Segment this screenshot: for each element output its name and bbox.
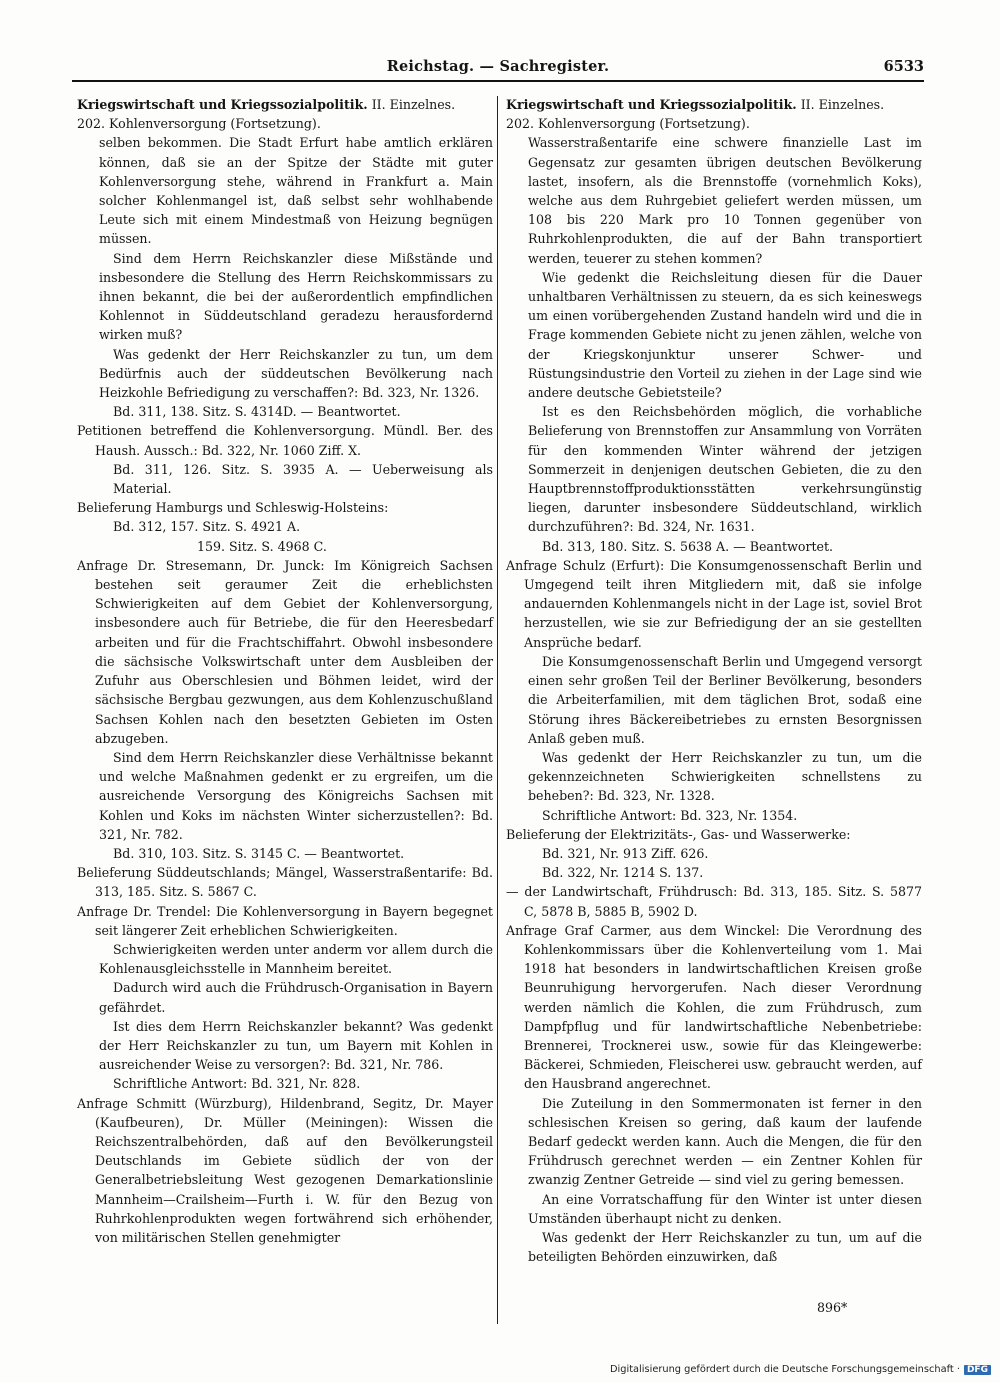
left-body bbox=[77, 748, 493, 863]
register-entry: Petitionen betreffend die Kohlenversorgung. Mündl. Ber. des Haush. Aussch.: Bd. 322, Nr. 1060 Ziff. X. bbox=[77, 423, 493, 458]
right-body bbox=[506, 1094, 922, 1267]
section-part: II. Einzelnes. bbox=[367, 97, 456, 112]
credit-text: Digitalisierung gefördert durch die Deutsche Forschungsgemeinschaft · bbox=[610, 1364, 960, 1375]
paragraph: Was gedenkt der Herr Reichskanzler zu tun, um die gekennzeichneten Schwierigkeiten schnellstens zu beheben?: Bd. 323, Nr. 1328. bbox=[528, 749, 922, 804]
reference-line: Bd. 310, 103. Sitz. S. 3145 C. — Beantwortet. bbox=[113, 845, 405, 861]
column-heading bbox=[506, 95, 922, 114]
column-subheading: 202. Kohlenversorgung (Fortsetzung). bbox=[77, 116, 321, 132]
left-body bbox=[77, 133, 493, 421]
register-entry: Anfrage Graf Carmer, aus dem Winckel: Die Verordnung des Kohlenkommissars über die Kohlenverteilung vom 1. Mai 1918 hat besonders in landwirtschaftlichen Kreisen große Beunruhigung hervorgerufen. Nach dieser Verordnung werden nämlich die Kohlen, die zum Frühdrusch, zum Dampfpflug und für landwirtschaftliche Nebenbetriebe: Brennerei, Trocknerei usw., sowie für das Kleingewerbe: Bäckerei, Schmieden, Fleischerei usw. gebraucht werden, auf den Hausbrand angerechnet. bbox=[506, 922, 922, 1092]
column-heading bbox=[77, 95, 493, 114]
register-entry: — der Landwirtschaft, Frühdrusch: Bd. 313, 185. Sitz. S. 5877 C, 5878 B, 5885 B, 5902 D. bbox=[506, 884, 922, 919]
reference-line: Bd. 311, 138. Sitz. S. 4314D. — Beantwortet. bbox=[113, 404, 401, 420]
reference-line: Schriftliche Antwort: Bd. 323, Nr. 1354. bbox=[542, 807, 798, 823]
reference-line: Schriftliche Antwort: Bd. 321, Nr. 828. bbox=[113, 1076, 361, 1092]
paragraph: An eine Vorratschaffung für den Winter ist unter diesen Umständen überhaupt nicht zu denken. bbox=[528, 1191, 922, 1226]
header-rule bbox=[72, 80, 924, 82]
paragraph: Schwierigkeiten werden unter anderm vor allem durch die Kohlenausgleichsstelle in Mannheim bereitet. bbox=[99, 941, 493, 977]
running-title: Reichstag. — Sachregister. bbox=[386, 58, 610, 75]
reference-line: 159. Sitz. S. 4968 C. bbox=[197, 538, 327, 554]
register-entry: Belieferung der Elektrizitäts-, Gas- und Wasserwerke: bbox=[506, 826, 851, 842]
register-entry: Belieferung Süddeutschlands; Mängel, Wasserstraßentarife: Bd. 313, 185. Sitz. S. 5867 C. bbox=[77, 865, 493, 900]
paragraph: Die Konsumgenossenschaft Berlin und Umgegend versorgt einen sehr großen Teil der Berliner Bevölkerung, besonders die Arbeiterfamilien, mit dem täglichen Brot, sodaß eine Störung ihres Bäckereibetriebes zu ernsten Besorgnissen Anlaß geben muß. bbox=[528, 653, 922, 746]
paragraph: Was gedenkt der Herr Reichskanzler zu tun, um auf die beteiligten Behörden einzuwirken, daß bbox=[528, 1229, 922, 1265]
digitization-credit bbox=[610, 1364, 1000, 1383]
register-entry: Anfrage Schmitt (Würzburg), Hildenbrand, Segitz, Dr. Mayer (Kaufbeuren), Dr. Müller (Meiningen): Wissen die Reichszentralbehörden, daß auf den Bevölkerungsteil Deutschlands im Gebiete südlich der von der Generalbetriebsleitung West gezogenen Demarkationslinie Mannheim—Crailsheim—Furth i. W. für den Bezug von Ruhrkohlenprodukten wegen fortwährend sich erhöhender, von militärischen Stellen genehmigter bbox=[77, 1095, 493, 1245]
reference-line: Bd. 321, Nr. 913 Ziff. 626. bbox=[542, 845, 709, 861]
paragraph: Was gedenkt der Herr Reichskanzler zu tun, um dem Bedürfnis auch der süddeutschen Bevölkerung nach Heizkohle Befriedigung zu verschaffen?: Bd. 323, Nr. 1326. bbox=[99, 346, 493, 401]
paragraph: Wasserstraßentarife eine schwere finanzielle Last im Gegensatz zur gesamten übrigen deutschen Bevölkerung lastet, insofern, als die Brennstoffe (vornehmlich Koks), welche aus dem Ruhrgebiet geliefert werden müssen, um 108 bis 220 Mark pro 10 Tonnen gegenüber von Ruhrkohlenprodukten, die auf der Bahn transportiert werden, teuerer zu stehen kommen? bbox=[528, 135, 922, 266]
right-column bbox=[506, 95, 922, 1266]
dfg-logo: DFG bbox=[964, 1365, 991, 1375]
paragraph: Ist es den Reichsbehörden möglich, die vorhabliche Belieferung von Brennstoffen zur Ansammlung von Vorräten für den kommenden Winter während der jetzigen Sommerzeit in denjenigen deutschen Gebieten, die zu den Hauptbrennstoffproduktionsstätten verkehrsungünstig liegen, darunter insbesondere Süddeutschland, wirklich durchzuführen?: Bd. 324, Nr. 1631. bbox=[528, 404, 922, 535]
paragraph: Sind dem Herrn Reichskanzler diese Verhältnisse bekannt und welche Maßnahmen gedenkt er zu ergreifen, um die ausreichende Versorgung des Königreichs Sachsen mit Kohlen und Koks im nächsten Winter sicherzustellen?: Bd. 321, Nr. 782. bbox=[99, 749, 493, 842]
paragraph: Ist dies dem Herrn Reichskanzler bekannt? Was gedenkt der Herr Reichskanzler zu tun, um Bayern mit Kohlen in ausreichender Weise zu versorgen?: Bd. 321, Nr. 786. bbox=[99, 1018, 493, 1073]
column-subheading: 202. Kohlenversorgung (Fortsetzung). bbox=[506, 116, 750, 132]
paragraph: Wie gedenkt die Reichsleitung diesen für die Dauer unhaltbaren Verhältnissen zu steuern, da es sich keineswegs um einen vorübergehenden Zustand handeln wird und die in Frage kommenden Gebiete nicht zu jenen zählen, welche von der Kriegskonjunktur unserer Schwer- und Rüstungsindustrie den Vorteil zu ziehen in der Lage sind wie andere deutsche Gebietsteile? bbox=[528, 269, 922, 401]
paragraph: selben bekommen. Die Stadt Erfurt habe amtlich erklären können, daß sie an der Spitze der Städte mit guter Kohlenversorgung stehe, während in Frankfurt a. Main solcher Kohlenmangel ist, daß selbst sehr wohlhabende Leute sich mit einem Mindestmaß von Heizung begnügen müssen. bbox=[99, 135, 493, 247]
right-body bbox=[506, 133, 922, 555]
paragraph: Die Zuteilung in den Sommermonaten ist ferner in den schlesischen Kreisen so gering, daß kaum der laufende Bedarf gedeckt werden kann. Auch die Mengen, die für den Frühdrusch gerechnet werden — ein Zentner Kohlen für zwanzig Zentner Getreide — sind viel zu gering bemessen. bbox=[528, 1095, 922, 1188]
section-title: Kriegswirtschaft und Kriegssozialpolitik. bbox=[506, 97, 797, 112]
reference-line: Bd. 311, 126. Sitz. S. 3935 A. — Ueberweisung als Material. bbox=[113, 461, 493, 497]
left-column bbox=[77, 95, 493, 1247]
register-entry: Belieferung Hamburgs und Schleswig-Holsteins: bbox=[77, 500, 389, 516]
section-part: II. Einzelnes. bbox=[796, 97, 885, 112]
right-body bbox=[506, 652, 922, 825]
paragraph: Sind dem Herrn Reichskanzler diese Mißstände und insbesondere die Stellung des Herrn Reichskommissars zu ihnen bekannt, die bei der außerordentlich empfindlichen Kohlennot in Süddeutschland geradezu herausfordernd wirken muß? bbox=[99, 250, 493, 343]
reference-line: Bd. 312, 157. Sitz. S. 4921 A. bbox=[113, 519, 301, 535]
reference-line: Bd. 322, Nr. 1214 S. 137. bbox=[542, 865, 704, 881]
signature-mark: 896* bbox=[817, 1300, 848, 1315]
column-divider bbox=[497, 96, 498, 1324]
left-body bbox=[77, 940, 493, 1094]
register-entry: Anfrage Dr. Trendel: Die Kohlenversorgung in Bayern begegnet seit längerer Zeit erheblichen Schwierigkeiten. bbox=[77, 903, 493, 938]
paragraph: Dadurch wird auch die Frühdrusch-Organisation in Bayern gefährdet. bbox=[99, 980, 493, 1015]
register-entry: Anfrage Dr. Stresemann, Dr. Junck: Im Königreich Sachsen bestehen seit geraumer Zeit die erheblichsten Schwierigkeiten auf dem Gebiet der Kohlenversorgung, insbesondere auch für Betriebe, die für den Heeresbedarf arbeiten und für die Frachtschiffahrt. Obwohl insbesondere die sächsische Volkswirtschaft unter dem Ausbleiben der Zufuhr aus Oberschlesien und Böhmen leidet, wird der sächsische Bergbau gezwungen, aus dem Kohlenzuschußland Sachsen Kohlen nach den besetzten Gebieten im Osten abzugeben. bbox=[77, 557, 493, 746]
reference-line: Bd. 313, 180. Sitz. S. 5638 A. — Beantwortet. bbox=[542, 538, 834, 554]
section-title: Kriegswirtschaft und Kriegssozialpolitik. bbox=[77, 97, 368, 112]
register-entry: Anfrage Schulz (Erfurt): Die Konsumgenossenschaft Berlin und Umgegend teilt ihren Mitgliedern mit, daß sie infolge andauernden Kohlenmangels nicht in der Lage ist, soviel Brot herzustellen, wie sie zur Befriedigung der an sie gestellten Ansprüche bedarf. bbox=[506, 557, 922, 650]
page-number: 6533 bbox=[883, 58, 924, 75]
running-header bbox=[72, 58, 924, 78]
